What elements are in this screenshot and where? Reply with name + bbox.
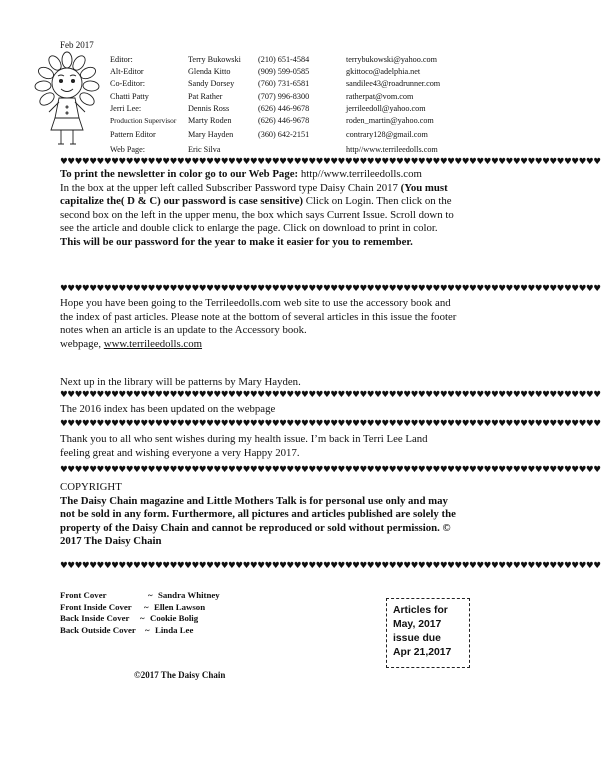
password-note: (You must capitalize the( D & C) our password is case sensitive) (60, 181, 448, 208)
staff-email[interactable]: gkittoco@adelphia.net (346, 67, 421, 76)
cover-artist: Linda Lee (155, 624, 194, 635)
staff-email[interactable]: jerrileedoll@yahoo.com (346, 104, 426, 113)
print-text-1: In the box at the upper left called Subscriber Password type Daisy Chain 2017 (60, 181, 401, 194)
accessory-text: Hope you have been going to the Terrileedolls.com web site to use the accessory book and the index of past articles. Please note at the bottom of several articles in this issue the footer notes when an article is an update to the Accessory book. (60, 297, 457, 337)
due-line: issue due (393, 633, 441, 644)
cover-credit-row (60, 625, 280, 637)
copyright-text: The Daisy Chain magazine and Little Mothers Talk is for personal use only and may not be sold in any form. Furthermore, all pictures and articles published are solely the property of the Daisy Chain and cannot be reproduced or sold without permission. © 2017 The Daisy Chain (60, 494, 456, 548)
staff-name: Sandy Dorsey (188, 79, 235, 88)
staff-phone: (626) 446-9678 (258, 104, 310, 113)
heart-divider: ♥♥♥♥♥♥♥♥♥♥♥♥♥♥♥♥♥♥♥♥♥♥♥♥♥♥♥♥♥♥♥♥♥♥♥♥♥♥♥♥♥♥♥♥♥♥♥♥♥♥♥♥♥♥♥♥♥♥♥♥♥♥♥♥♥♥♥♥♥♥♥♥♥♥ (60, 561, 601, 571)
staff-website-link[interactable]: http//www.terrileedolls.com (346, 145, 438, 154)
heart-divider: ♥♥♥♥♥♥♥♥♥♥♥♥♥♥♥♥♥♥♥♥♥♥♥♥♥♥♥♥♥♥♥♥♥♥♥♥♥♥♥♥♥♥♥♥♥♥♥♥♥♥♥♥♥♥♥♥♥♥♥♥♥♥♥♥♥♥♥♥♥♥♥♥♥♥ (60, 284, 601, 294)
cover-credit-row (60, 590, 280, 602)
issue-date: Feb 2017 (60, 40, 94, 50)
cover-artist: Sandra Whitney (158, 590, 220, 600)
staff-phone: (707) 996-8300 (258, 92, 310, 101)
staff-phone: (909) 599-0585 (258, 67, 310, 76)
copyright-heading: COPYRIGHT (60, 481, 122, 493)
heart-divider: ♥♥♥♥♥♥♥♥♥♥♥♥♥♥♥♥♥♥♥♥♥♥♥♥♥♥♥♥♥♥♥♥♥♥♥♥♥♥♥♥♥♥♥♥♥♥♥♥♥♥♥♥♥♥♥♥♥♥♥♥♥♥♥♥♥♥♥♥♥♥♥♥♥♥ (60, 465, 601, 475)
staff-role: Web Page: (110, 145, 146, 154)
cover-credit-row (60, 613, 280, 625)
staff-name: Terry Bukowski (188, 55, 241, 64)
webpage-link[interactable]: www.terrileedolls.com (103, 337, 203, 350)
website-url[interactable]: http//www.terrileedolls.com (300, 168, 422, 180)
password-reminder: This will be our password for the year to make it easier for you to remember. (60, 235, 413, 248)
staff-role: Pattern Editor (110, 130, 156, 139)
print-instructions (60, 168, 460, 250)
staff-name: Dennis Ross (188, 104, 230, 113)
staff-role: Production Supervisor (110, 116, 177, 125)
thanks-note: Thank you to all who sent wishes during my health issue. I’m back in Terri Lee Land feeling great and wishing everyone a very Happy 2017. (60, 433, 428, 459)
print-text-2: Click on Login. Then click on the second box on the left in the upper menu, the box which says Current Issue. Scroll down to see the article and double click to enlarge the page. Click on download to print in color. (60, 195, 454, 235)
due-date: Apr 21,2017 (393, 647, 452, 658)
cover-sep: ~ (140, 613, 145, 624)
due-line: May, 2017 (393, 619, 442, 630)
cover-credit-row (60, 602, 280, 614)
heart-divider: ♥♥♥♥♥♥♥♥♥♥♥♥♥♥♥♥♥♥♥♥♥♥♥♥♥♥♥♥♥♥♥♥♥♥♥♥♥♥♥♥♥♥♥♥♥♥♥♥♥♥♥♥♥♥♥♥♥♥♥♥♥♥♥♥♥♥♥♥♥♥♥♥♥♥ (60, 390, 601, 400)
staff-name: Mary Hayden (188, 130, 234, 139)
staff-email[interactable]: terrybukowski@yahoo.com (346, 55, 437, 64)
copyright-section (60, 481, 460, 549)
staff-name: Marty Roden (188, 116, 232, 125)
staff-email[interactable]: ratherpat@vom.com (346, 92, 414, 101)
staff-name: Pat Rather (188, 92, 223, 101)
due-line: Articles for (393, 605, 448, 616)
cover-label: Back Outside Cover (60, 624, 136, 635)
index-note: The 2016 index has been updated on the webpage (60, 403, 276, 415)
staff-role: Editor: (110, 55, 133, 64)
staff-email[interactable]: roden_martin@yahoo.com (346, 116, 434, 125)
cover-label: Back Inside Cover (60, 613, 130, 624)
staff-name: Eric Silva (188, 145, 221, 154)
cover-artist: Cookie Bolig (150, 613, 199, 624)
article-due-box (386, 598, 470, 668)
staff-role: Alt-Editor (110, 67, 144, 76)
cover-artist: Ellen Lawson (154, 601, 206, 612)
accessory-section (60, 297, 460, 351)
cover-sep: ~ (145, 624, 150, 635)
staff-phone: (626) 446-9678 (258, 116, 310, 125)
staff-phone: (210) 651-4584 (258, 55, 310, 64)
staff-name: Glenda Kitto (188, 67, 231, 76)
heart-divider: ♥♥♥♥♥♥♥♥♥♥♥♥♥♥♥♥♥♥♥♥♥♥♥♥♥♥♥♥♥♥♥♥♥♥♥♥♥♥♥♥♥♥♥♥♥♥♥♥♥♥♥♥♥♥♥♥♥♥♥♥♥♥♥♥♥♥♥♥♥♥♥♥♥♥ (60, 157, 601, 167)
cover-label: Front Inside Cover (60, 601, 132, 612)
staff-role: Chatti Patty (110, 92, 149, 101)
staff-email[interactable]: contrary128@gmail.com (346, 130, 428, 139)
footer-copyright: ©2017 The Daisy Chain (134, 670, 226, 680)
print-intro: To print the newsletter in color go to our Web Page: (60, 168, 299, 180)
daisy-girl-logo (34, 52, 100, 148)
library-note: Next up in the library will be patterns by Mary Hayden. (60, 376, 301, 388)
staff-phone: (360) 642-2151 (258, 130, 310, 139)
staff-role: Co-Editor: (110, 79, 146, 88)
cover-label: Front Cover (60, 590, 107, 600)
cover-sep: ~ (148, 590, 153, 600)
cover-sep: ~ (144, 601, 149, 612)
cover-credits (60, 590, 280, 636)
webpage-label: webpage, (60, 337, 104, 350)
heart-divider: ♥♥♥♥♥♥♥♥♥♥♥♥♥♥♥♥♥♥♥♥♥♥♥♥♥♥♥♥♥♥♥♥♥♥♥♥♥♥♥♥♥♥♥♥♥♥♥♥♥♥♥♥♥♥♥♥♥♥♥♥♥♥♥♥♥♥♥♥♥♥♥♥♥♥ (60, 419, 601, 429)
staff-email[interactable]: sandilee43@roadrunner.com (346, 79, 441, 88)
staff-phone: (760) 731-6581 (258, 79, 310, 88)
staff-role: Jerri Lee: (110, 104, 142, 113)
